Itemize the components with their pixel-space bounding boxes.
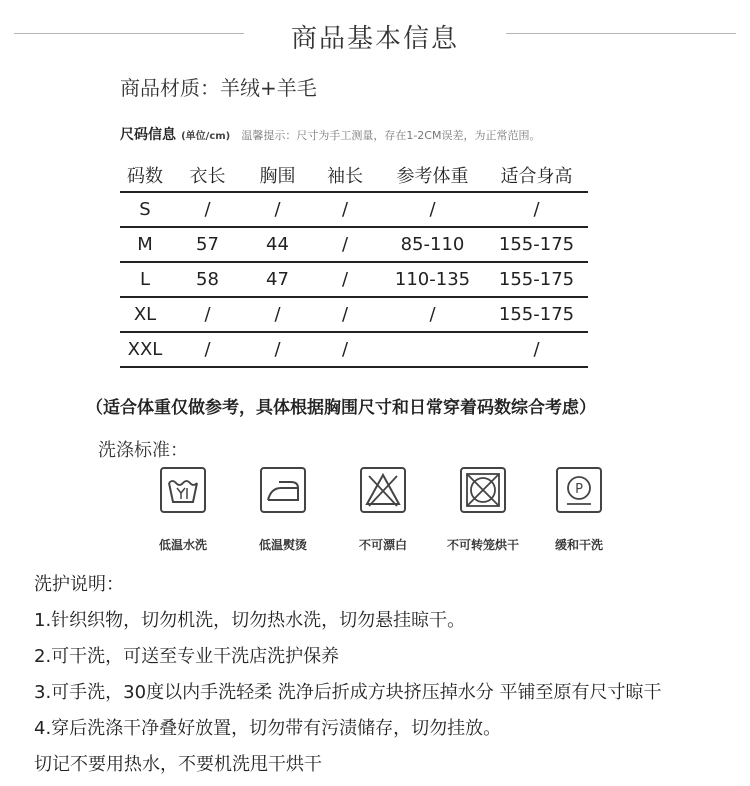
- care-item-no-bleach: [328, 466, 438, 553]
- table-cell: /: [245, 332, 310, 367]
- table-cell: M: [120, 227, 170, 262]
- instruction-line: 1.针织织物，切勿机洗，切勿热水洗，切勿悬挂晾干。: [34, 610, 466, 631]
- care-item-gentle-dry-clean: [524, 466, 634, 553]
- table-cell: /: [245, 192, 310, 227]
- care-item-no-tumble-dry: [428, 466, 538, 553]
- table-cell: 57: [170, 227, 245, 262]
- size-info-unit: (单位/cm): [181, 131, 231, 142]
- table-cell: /: [310, 192, 380, 227]
- size-info-notice: 温馨提示：尺寸为手工测量，存在1-2CM误差，为正常范围。: [241, 129, 541, 142]
- table-cell: 44: [245, 227, 310, 262]
- care-item-low-temp-wash: [128, 466, 238, 553]
- table-row: [120, 262, 588, 297]
- svg-text:P: P: [575, 482, 583, 497]
- table-cell: /: [245, 297, 310, 332]
- table-cell: /: [170, 297, 245, 332]
- size-table: [120, 158, 588, 368]
- care-label: 不可漂白: [358, 538, 407, 552]
- table-cell: /: [310, 262, 380, 297]
- header-cell: 适合身高: [485, 158, 588, 192]
- table-cell: /: [485, 332, 588, 367]
- table-cell: /: [170, 192, 245, 227]
- instruction-warning: 切记不要用热水，不要机洗甩干烘干: [34, 754, 322, 775]
- table-cell: XXL: [120, 332, 170, 367]
- table-cell: 155-175: [485, 262, 588, 297]
- instruction-line: 4.穿后洗涤干净叠好放置，切勿带有污渍储存，切勿挂放。: [34, 718, 502, 739]
- care-label: 低温熨烫: [258, 538, 307, 552]
- instruction-line: 3.可手洗，30度以内手洗轻柔 洗净后折成方块挤压掉水分 平铺至原有尺寸晾干: [34, 682, 662, 703]
- size-table-header: [120, 158, 588, 192]
- table-cell: /: [170, 332, 245, 367]
- size-info-heading: [120, 124, 540, 144]
- header-cell: 衣长: [170, 158, 245, 192]
- table-cell: 85-110: [380, 227, 485, 262]
- table-cell: XL: [120, 297, 170, 332]
- table-cell: S: [120, 192, 170, 227]
- table-cell: /: [310, 332, 380, 367]
- header-cell: 码数: [120, 158, 170, 192]
- table-row: [120, 297, 588, 332]
- care-instructions: [34, 570, 662, 786]
- care-item-low-temp-iron: [228, 466, 338, 553]
- page-title: 商品基本信息: [290, 24, 459, 54]
- table-row: [120, 332, 588, 367]
- iron-icon: [259, 466, 307, 514]
- title-divider-right: [506, 33, 736, 34]
- table-cell: /: [310, 297, 380, 332]
- title-row: [0, 16, 750, 56]
- table-cell: /: [485, 192, 588, 227]
- header-cell: 参考体重: [380, 158, 485, 192]
- table-cell: 110-135: [380, 262, 485, 297]
- table-cell: /: [380, 297, 485, 332]
- no-bleach-icon: [359, 466, 407, 514]
- table-row: [120, 192, 588, 227]
- care-label: 低温水洗: [158, 538, 207, 552]
- size-note: （适合体重仅做参考，具体根据胸围尺寸和日常穿着码数综合考虑）: [86, 398, 596, 418]
- title-divider-left: [14, 33, 244, 34]
- table-cell: [380, 332, 485, 367]
- table-cell: L: [120, 262, 170, 297]
- instruction-line: 2.可干洗，可送至专业干洗店洗护保养: [34, 646, 340, 667]
- care-label: 不可转笼烘干: [446, 538, 519, 552]
- table-cell: 47: [245, 262, 310, 297]
- care-label: 缓和干洗: [554, 538, 603, 552]
- header-cell: 袖长: [310, 158, 380, 192]
- table-cell: 155-175: [485, 297, 588, 332]
- table-row: [120, 227, 588, 262]
- material-text: 商品材质：羊绒+羊毛: [120, 76, 317, 100]
- table-cell: /: [310, 227, 380, 262]
- size-info-title: 尺码信息: [120, 127, 176, 143]
- table-cell: 58: [170, 262, 245, 297]
- instructions-heading: 洗护说明：: [34, 574, 124, 595]
- table-cell: /: [380, 192, 485, 227]
- washtub-icon: [159, 466, 207, 514]
- no-tumble-dry-icon: [459, 466, 507, 514]
- header-cell: 胸围: [245, 158, 310, 192]
- wash-standard-title: 洗涤标准：: [98, 440, 188, 461]
- gentle-dry-clean-icon: [555, 466, 603, 514]
- table-cell: 155-175: [485, 227, 588, 262]
